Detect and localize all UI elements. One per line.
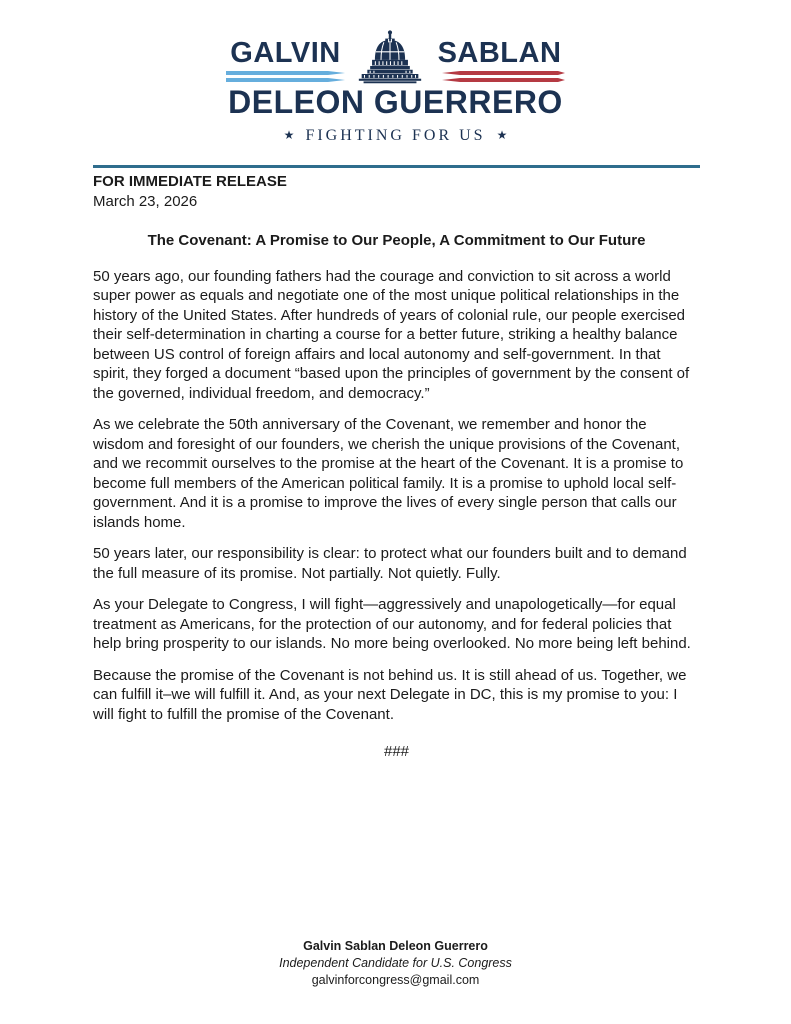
logo-name-right — [434, 39, 566, 82]
release-date: March 23, 2026 — [93, 192, 198, 210]
logo-name-left — [226, 39, 346, 82]
release-headline: The Covenant: A Promise to Our People, A Commitment to Our Future — [147, 232, 646, 249]
footer-email: galvinforcongress@gmail.com — [311, 973, 480, 987]
body-paragraph: 50 years later, our responsibility is clear: to protect what our founders built and to demand the full measure of its promise. Not partially. Not quietly. Fully. — [93, 545, 687, 582]
tagline-text: FIGHTING FOR US — [305, 127, 486, 144]
candidate-middle-name: SABLAN — [437, 37, 562, 69]
logo-top-row — [226, 28, 566, 82]
campaign-logo — [0, 28, 791, 145]
candidate-last-name: DELEON GUERRERO — [228, 84, 563, 120]
red-stripes-decoration — [434, 71, 566, 82]
header-divider-rule — [93, 165, 700, 168]
body-paragraph: As your Delegate to Congress, I will fight—aggressively and unapologetically—for equal treatment as Americans, for the protection of our autonomy, and for federal policies that help bring prosperity to our islands. No more being overlooked. No more being left behind. — [93, 596, 691, 652]
footer-candidate-name: Galvin Sablan Deleon Guerrero — [303, 939, 488, 953]
capitol-dome-icon — [356, 28, 424, 86]
press-release-body — [93, 172, 700, 762]
candidate-first-name: GALVIN — [230, 37, 341, 69]
footer-candidate-role: Independent Candidate for U.S. Congress — [279, 956, 512, 970]
blue-stripes-decoration — [226, 71, 346, 82]
body-paragraph: 50 years ago, our founding fathers had the courage and conviction to sit across a world super power as equals and negotiate one of the most unique political relationships in the history of the United States. After hundreds of years of colonial rule, our people exercised their self-determination in charting a course for a better future, striking a healthy balance between US control of foreign affairs and local autonomy and self-government. In that spirit, they forged a document “based upon the principles of government by the consent of the governed, individual freedom, and democracy.” — [93, 267, 690, 402]
body-paragraph: Because the promise of the Covenant is not behind us. It is still ahead of us. Together, we can fulfill it–we will fulfill it. And, as your next Delegate in DC, this is my promise to you: I will fight to fulfill the promise of the Covenant. — [93, 666, 687, 723]
campaign-tagline — [284, 127, 508, 145]
star-icon: ★ — [283, 127, 295, 142]
body-paragraph: As we celebrate the 50th anniversary of the Covenant, we remember and honor the wisdom and foresight of our founders, we cherish the unique provisions of the Covenant, and we recommit ourselves to the promise at the heart of the Covenant. It is a promise to become full members of the American political family. It is a promise to uphold local self-government. And it is a promise to improve the lives of every single person that calls our islands home. — [93, 416, 684, 531]
release-label: FOR IMMEDIATE RELEASE — [93, 173, 287, 190]
press-release-end-mark: ### — [383, 743, 410, 760]
contact-footer — [0, 938, 791, 989]
star-icon: ★ — [496, 127, 508, 142]
